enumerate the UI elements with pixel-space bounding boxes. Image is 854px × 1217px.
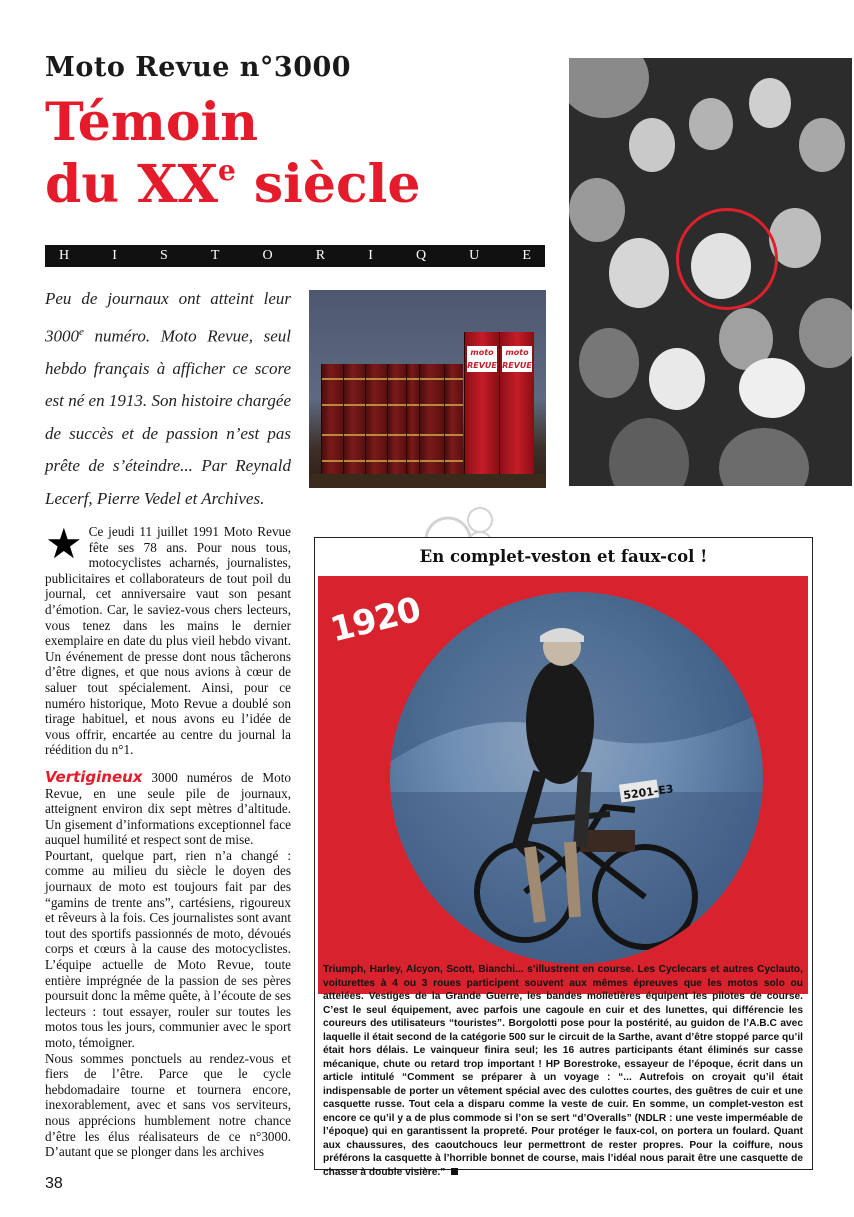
crowd-figure bbox=[569, 58, 649, 118]
crowd-figure bbox=[799, 298, 852, 368]
rubric-letter: R bbox=[315, 248, 326, 263]
crowd-figure bbox=[569, 178, 625, 242]
rubric-letter: S bbox=[159, 248, 168, 263]
book-spine bbox=[444, 364, 463, 476]
lead-sup: e bbox=[79, 325, 84, 338]
year-label: 1920 bbox=[326, 589, 425, 651]
lead-paragraph bbox=[45, 283, 291, 515]
rubric-letter: U bbox=[469, 248, 480, 263]
subheading: Vertigineux bbox=[45, 767, 143, 786]
rubric-letter: E bbox=[522, 248, 531, 263]
rider-photo bbox=[390, 592, 763, 964]
star-icon: ★ bbox=[45, 519, 83, 568]
body-paragraph: Nous sommes ponctuels au rendez-vous et fiers de l’être. Parce que le cycle hebdomadaire tourne et tournera encore, inexorablement, avec et sans vos serviteurs, nous apprécions humblement notre chance d’être les élus réalisateurs de ce n°3000. D’autant que se plonger dans les archives bbox=[45, 1050, 291, 1160]
rubric-letter: H bbox=[59, 248, 70, 263]
crowd-figure bbox=[799, 118, 845, 172]
crowd-figure bbox=[749, 78, 791, 128]
feature-red-panel bbox=[318, 576, 808, 994]
book-spine bbox=[419, 364, 444, 476]
title-line-2 bbox=[45, 154, 421, 216]
title-main: du XX bbox=[45, 154, 218, 215]
body-paragraph: 3000 numéros de Moto Revue, en une seule pile de journaux, atteignent environ dix sept mètres d’altitude. Un gisement d’informations exceptionnel face auquel humilité et respect sont de mise. bbox=[45, 769, 291, 848]
title-line-1: Témoin bbox=[45, 92, 259, 153]
book-spine bbox=[365, 364, 387, 476]
rubric-letter: I bbox=[112, 248, 117, 263]
shelf bbox=[309, 474, 546, 488]
title-end: siècle bbox=[235, 154, 421, 215]
body-paragraph: Pourtant, quelque part, rien n’a changé : comme au milieu du siècle le doyen des journaux de moto est toujours fait par des “gamins de trente ans”, cartésiens, rigoureux et rêveurs à la fois. Ces journalistes sont avant tout des sportifs passionnés de moto, dévoués corps et cœurs à la cause des motocyclistes. L’équipe actuelle de Moto Revue, toute entière imprégnée de la passion de ses pères poursuit donc la même quête, à l’écoute de ses lecteurs : tout essayer, rouler sur toutes les motos tous les jours, communier avec le sport moto, témoigner. bbox=[45, 847, 291, 1050]
kicker: Moto Revue n°3000 bbox=[45, 52, 352, 83]
rubric-letter: O bbox=[262, 248, 273, 263]
crowd-figure bbox=[719, 428, 809, 486]
feature-box bbox=[314, 537, 813, 1178]
page-number: 38 bbox=[45, 1175, 63, 1192]
book-spine bbox=[387, 364, 406, 476]
feature-caption bbox=[323, 963, 803, 1179]
crowd-figure bbox=[649, 348, 705, 410]
crowd-figure bbox=[629, 118, 675, 172]
feature-title: En complet-veston et faux-col ! bbox=[419, 547, 708, 566]
crowd-figure bbox=[609, 418, 689, 486]
crowd-photo bbox=[569, 58, 852, 486]
plate-text: 5201-E3 bbox=[622, 782, 675, 803]
caption-text: Triumph, Harley, Alcyon, Scott, Bianchi... s’illustrent en course. Les Cyclecars et autres Cyclauto, voiturettes à 4 ou 3 roues participent souvent aux mêmes épreuves que les motos solo ou attelées. Vestiges de la Grande Guerre, les bandes molletières équipent les pilotes de course. C’est le seul équipement, avec parfois une cagoule en cuir et des lunettes, qui différencie les coureurs des utilisateurs “touristes”. Borgolotti pose pour la postérité, au guidon de l’A.B.C avec laquelle il était second de la catégorie 500 sur le circuit de la Sarthe, avant d’être stoppé parce qu’il était hors délais. Le vainqueur finira seul; les 16 autres participants étant éliminés sur casse mécanique, chute ou retard trop important ! HP Borestroke, essayeur de l’époque, écrit dans un article intitulé “Comment se préparer à un voyage : “... Autrefois on croyait qu’il était indispensable de porter un vêtement spécial avec des culottes courtes, des guêtres de cuir et une casquette russe. Tout cela a disparu comme la veste de cuir. En somme, un complet-veston est encore ce qu’il y a de plus commode si l’on se sert “d’Overalls” (NDLR : une veste imperméable de l’époque) qui en garantissent la propreté. Pour protéger le faux-col, on portera un foulard. Quant aux chaussures, des caoutchoucs leur permettront de rester propres. Pour la coiffure, nous préférons la casquette à l’horrible bonnet de course, mais l’idéal nous parait être une casquette de chasse à double visière.” bbox=[323, 964, 803, 1178]
books-photo bbox=[309, 290, 546, 488]
book-label: moto REVUE bbox=[467, 348, 497, 370]
book-spine bbox=[321, 364, 343, 476]
book-moto-revue bbox=[464, 332, 499, 476]
crowd-figure bbox=[739, 358, 805, 418]
lead-text: Peu de journaux ont atteint leur 3000 bbox=[45, 289, 291, 346]
book-moto-revue bbox=[499, 332, 534, 476]
lead-text-end: numéro. Moto Revue, seul hebdo français à afficher ce score est né en 1913. Son histoire chargée de succès et de passion n’est pas prête de s’éteindre... Par Reynald Lecerf, Pierre Vedel et Archives. bbox=[45, 326, 291, 508]
article-body bbox=[45, 519, 291, 1160]
highlight-circle bbox=[676, 208, 778, 310]
rubric-letter: I bbox=[368, 248, 373, 263]
section-rubric bbox=[45, 245, 545, 267]
title-sup: e bbox=[217, 154, 236, 187]
crowd-figure bbox=[689, 98, 733, 150]
page-title bbox=[45, 92, 421, 216]
body-paragraph: Ce jeudi 11 juillet 1991 Moto Revue fête ses 78 ans. Pour nous tous, motocyclistes acharnés, journalistes, publicitaires et collaborateurs de tout poil du journal, cet anniversaire vaut son pesant d’émotion. Car, le saviez-vous chers lecteurs, vous tenez dans les mains le dernier exemplaire en date du plus vieil hebdo vivant. Un événement de presse dont nous tâcherons d’être dignes, et que nous avions à cœur de saluer tout spécialement. Ainsi, pour ce numéro historique, Moto Revue a doublé son tirage habituel, et nous avons eu l’idée de vous offrir, encartée au centre du journal la réédition du n°1. bbox=[45, 524, 291, 758]
crowd-figure bbox=[579, 328, 639, 398]
crowd-figure bbox=[609, 238, 669, 308]
rubric-letter: T bbox=[210, 248, 220, 263]
rubric-letter: Q bbox=[415, 248, 427, 263]
book-label: moto REVUE bbox=[502, 348, 532, 370]
book-spine bbox=[343, 364, 365, 476]
end-mark-icon bbox=[451, 1168, 458, 1175]
book-spine bbox=[406, 364, 419, 476]
